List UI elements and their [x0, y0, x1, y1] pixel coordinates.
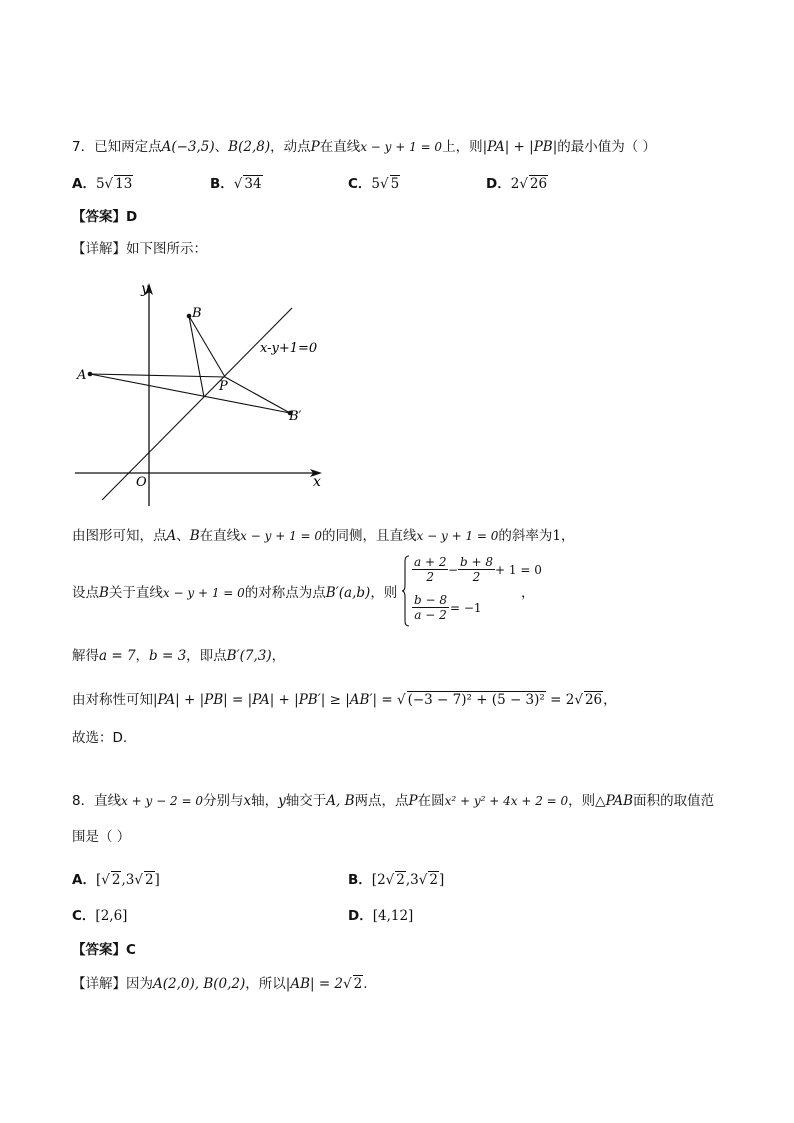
- q7-equation-system: $\frac{a + 2}{2}$ − $\frac{b + 8}{2}$ + 1 = 0 $\frac{b - 8}{a - 2}$ = −1: [402, 555, 522, 627]
- q7-step-2: 设点B关于直线x − y + 1 = 0的对称点为点B′(a,b)，则: [72, 585, 398, 601]
- label-Bprime: B′: [289, 409, 302, 424]
- q7-option-b: B．√ 34: [210, 176, 262, 192]
- q7-step-4: 由对称性可知|PA| + |PB| = |PA| + |PB′| ≥ |AB′| = √ (−3 − 7)² + (5 − 3)² = 2√ 26，: [72, 692, 617, 708]
- label-x: x: [313, 474, 321, 490]
- point-A: [88, 372, 93, 377]
- q7-system-comma: ，: [521, 585, 535, 601]
- segment-A-P: [90, 374, 225, 377]
- q8-stem-line-1: 8．直线x + y − 2 = 0分别与x轴，y轴交于A, B两点，点P在圆x² + y² + 4x + 2 = 0，则△PAB面积的取值范: [72, 793, 715, 809]
- q8-stem-line-2: 围是（ ）: [72, 829, 131, 845]
- segment-P-Bprime: [225, 377, 290, 413]
- brace-icon: [402, 555, 410, 627]
- q7-step-3: 解得a = 7，b = 3，即点B′(7,3)，: [72, 648, 286, 664]
- q8-answer: 【答案】C: [72, 942, 136, 958]
- q7-option-a: A．5√ 13: [72, 176, 133, 192]
- q8-option-b: B．[2√ 2,3√ 2]: [348, 872, 445, 888]
- q8-option-a: A．[√ 2,3√ 2]: [72, 872, 160, 888]
- segment-A-Bprime: [90, 374, 290, 413]
- q7-stem: 7．已知两定点A(−3,5)、B(2,8)，动点P在直线x − y + 1 = 0上，则|PA| + |PB|的最小值为（ ）: [72, 139, 657, 155]
- label-line: x-y+1=0: [260, 341, 318, 356]
- q7-answer: 【答案】D: [72, 209, 138, 225]
- label-origin: O: [136, 475, 147, 490]
- q7-figure: [70, 278, 340, 510]
- q7-detail-intro: 【详解】如下图所示：: [72, 241, 207, 257]
- line-x-y-plus-1: [102, 308, 292, 500]
- q8-option-c: C．[2,6]: [72, 908, 128, 924]
- q8-option-d: D．[4,12]: [348, 908, 414, 924]
- label-A: A: [77, 368, 87, 383]
- frac-3: $\frac{b - 8}{a - 2}$: [414, 593, 447, 622]
- label-B: B: [192, 306, 202, 321]
- q8-detail: 【详解】因为A(2,0), B(0,2)，所以|AB| = 2√ 2.: [72, 976, 368, 992]
- frac-1: $\frac{a + 2}{2}$: [414, 555, 447, 584]
- frac-2: $\frac{b + 8}{2}$: [460, 555, 493, 584]
- label-y: y: [141, 281, 149, 297]
- q7-step-1: 由图形可知，点A、B在直线x − y + 1 = 0的同侧，且直线x − y + 1 = 0的斜率为1，: [72, 528, 575, 544]
- q7-option-d: D．2√ 26: [486, 176, 548, 192]
- q7-option-c: C．5√ 5: [348, 176, 400, 192]
- label-P: P: [219, 379, 228, 394]
- point-B: [187, 314, 192, 319]
- q7-choose: 故选：D.: [72, 730, 128, 746]
